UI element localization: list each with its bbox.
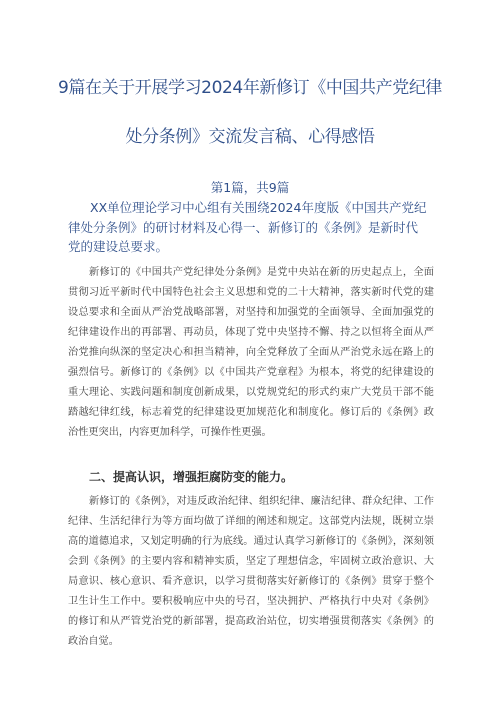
intro-paragraph: XX单位理论学习中心组有关围绕2024年度版《中国共产党纪律处分条例》的研讨材料及心得一、新修订的《条例》是新时代党的建设总要求。 [68, 200, 427, 254]
section-heading-2: 二、提高认识，增强拒腐防变的能力。 [89, 470, 294, 484]
chapter-label: 第1篇，共9篇 [210, 180, 290, 195]
body-paragraph-2: 新修订的《条例》，对违反政治纪律、组织纪律、廉洁纪律、群众纪律、工作纪律、生活纪律行为等方面均做了详细的阐述和规定。这部党内法规，既树立崇高的道德追求，又划定明确的行为底线。通过认真学习新修订的《条例》，深刻领会到《条例》的主要内容和精神实质，坚定了理想信念，牢固树立政治意识、大局意识、核心意识、看齐意识，以学习贯彻落实好新修订的《条例》贯穿于整个卫生计生工作中。要积极响应中央的号召，坚决拥护、严格执行中央对《条例》的修订和从严管党治党的新部署，提高政治站位，切实增强贯彻落实《条例》的政治自觉。 [68, 496, 434, 647]
body-paragraph-1: 新修订的《中国共产党纪律处分条例》是党中央站在新的历史起点上，全面贯彻习近平新时代中国特色社会主义思想和党的二十大精神，落实新时代党的建设总要求和全面从严治党战略部署，对坚持和加强党的全面领导、全面加强党的纪律建设作出的再部署、再动员，体现了党中央坚持不懈、持之以恒将全面从严治党推向纵深的坚定决心和担当精神，向全党释放了全面从严治党永远在路上的强烈信号。新修订的《条例》以《中国共产党章程》为根本，将党的纪律建设的重大理论、实践问题和制度创新成果，以党规党纪的形式约束广大党员干部不能踏越纪律红线，标志着党的纪律建设更加规范化和制度化。修订后的《条例》政治性更突出，内容更加科学，可操作性更强。 [68, 267, 434, 438]
document-title-line-2: 处分条例》交流发言稿、心得感悟 [125, 127, 375, 147]
document-title-line-1: 9篇在关于开展学习2024年新修订《中国共产党纪律 [57, 78, 443, 98]
